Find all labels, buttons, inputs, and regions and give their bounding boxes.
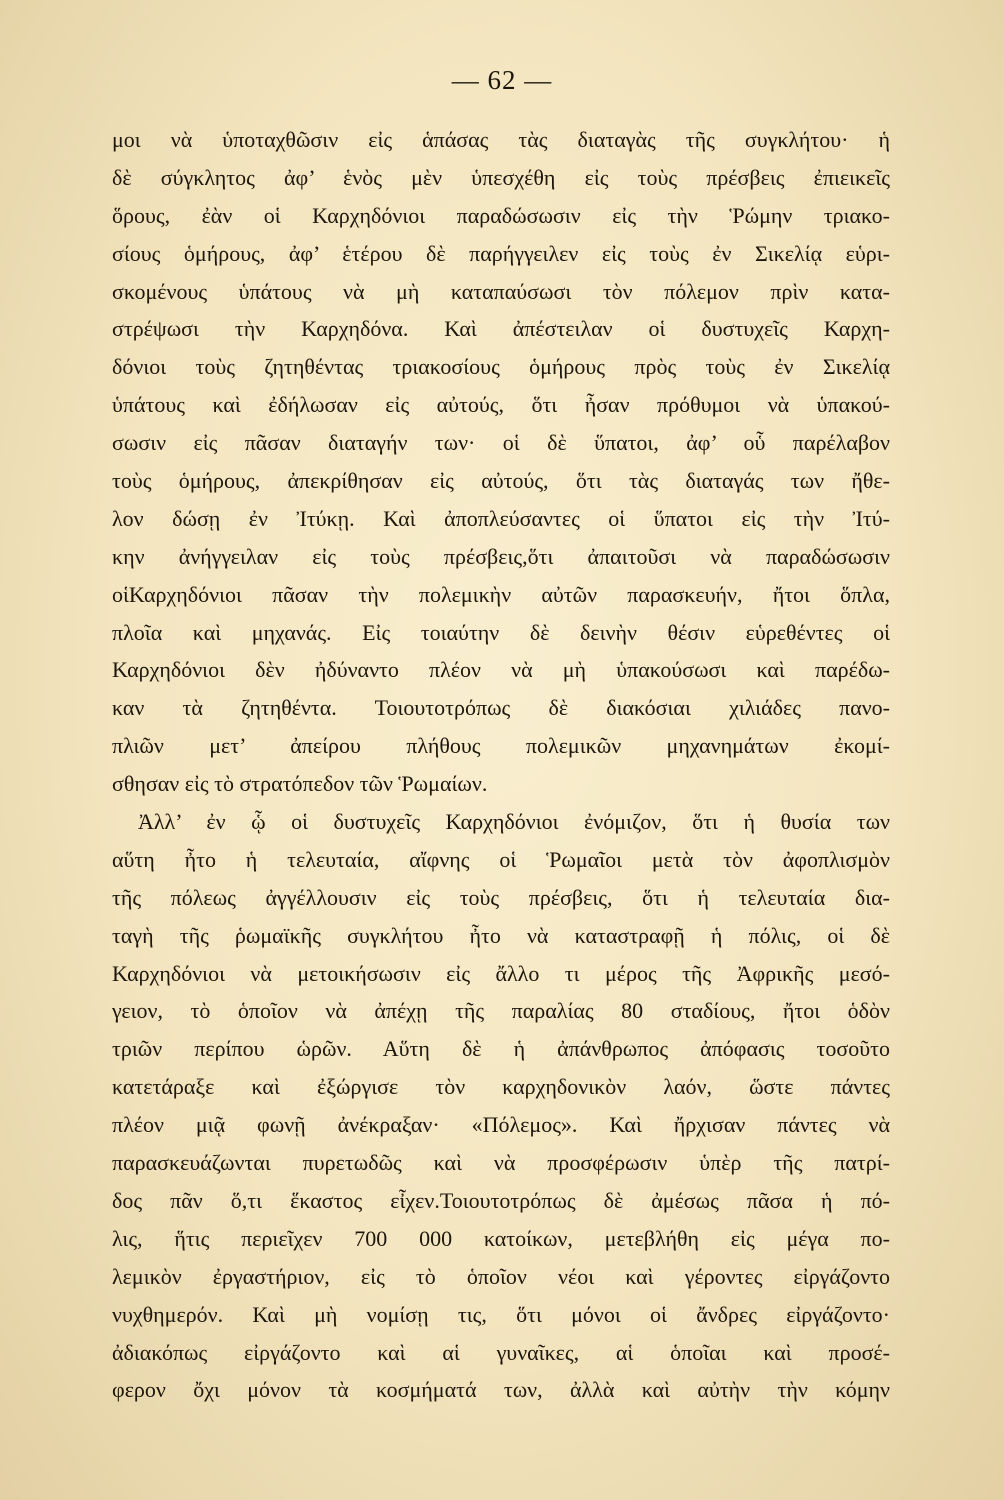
text-line: ταγὴ τῆς ῥωμαϊκῆς συγκλήτου ἦτο νὰ καταστραφῇ ἡ πόλις, οἱ δὲ [112,922,890,948]
text-line: δόνιοι τοὺς ζητηθέντας τριακοσίους ὁμήρους πρὸς τοὺς ἐν Σικελίᾳ [112,354,890,380]
text-line: πλιῶν μετ’ ἀπείρου πλήθους πολεμικῶν μηχανημάτων ἐκομί- [112,733,890,759]
paragraph-start-line: Ἀλλ’ ἐν ᾧ οἱ δυστυχεῖς Καρχηδόνιοι ἐνόμιζον, ὅτι ἡ θυσία των [138,809,890,835]
text-line: αὕτη ἦτο ἡ τελευταία, αἴφνης οἱ Ῥωμαῖοι μετὰ τὸν ἀφοπλισμὸν [112,846,890,872]
text-line: Καρχηδόνιοι δὲν ἠδύναντο πλέον νὰ μὴ ὑπακούσωσι καὶ παρέδω- [112,657,890,683]
text-line: σίους ὁμήρους, ἀφ’ ἑτέρου δὲ παρήγγειλεν εἰς τοὺς ἐν Σικελίᾳ εὑρι- [112,240,890,266]
page-number: — 62 — [451,65,553,95]
text-line: τριῶν περίπου ὡρῶν. Αὕτη δὲ ἡ ἀπάνθρωπος ἀπόφασις τοσοῦτο [112,1036,890,1062]
text-line: λις, ἥτις περιεῖχεν 700 000 κατοίκων, μετεβλήθη εἰς μέγα πο- [112,1225,890,1251]
text-line: ὅρους, ἐὰν οἱ Καρχηδόνιοι παραδώσωσιν εἰς τὴν Ῥώμην τριακο- [112,202,890,228]
text-line: Καρχηδόνιοι νὰ μετοικήσωσιν εἰς ἄλλο τι μέρος τῆς Ἀφρικῆς μεσό- [112,960,890,986]
text-line: σκομένους ὑπάτους νὰ μὴ καταπαύσωσι τὸν πόλεμον πρὶν κατα- [112,278,890,304]
body-text [112,121,890,1409]
text-line: παρασκευάζωνται πυρετωδῶς καὶ νὰ προσφέρωσιν ὑπὲρ τῆς πατρί- [112,1150,890,1176]
text-line: μοι νὰ ὑποταχθῶσιν εἰς ἁπάσας τὰς διαταγὰς τῆς συγκλήτου· ἡ [112,127,890,152]
text-line: σωσιν εἰς πᾶσαν διαταγήν των· οἱ δὲ ὕπατοι, ἀφ’ οὗ παρέλαβον [112,430,890,456]
text-line: νυχθημερόν. Καὶ μὴ νομίσῃ τις, ὅτι μόνοι οἱ ἄνδρες εἰργάζοντο· [112,1301,890,1327]
text-line: κην ἀνήγγειλαν εἰς τοὺς πρέσβεις,ὅτι ἀπαιτοῦσι νὰ παραδώσωσιν [112,543,890,569]
text-line: δος πᾶν ὅ,τι ἕκαστος εἶχεν.Τοιουτοτρόπως δὲ ἀμέσως πᾶσα ἡ πό- [112,1187,890,1213]
text-line: γειον, τὸ ὁποῖον νὰ ἀπέχῃ τῆς παραλίας 80 σταδίους, ἤτοι ὁδὸν [112,998,890,1024]
text-line: κατετάραξε καὶ ἐξώργισε τὸν καρχηδονικὸν λαόν, ὥστε πάντες [112,1074,890,1100]
text-line: οἱΚαρχηδόνιοι πᾶσαν τὴν πολεμικὴν αὐτῶν παρασκευήν, ἤτοι ὅπλα, [112,581,890,607]
paragraph-end-line: σθησαν εἰς τὸ στρατόπεδον τῶν Ῥωμαίων. [112,771,488,797]
text-line: ὑπάτους καὶ ἐδήλωσαν εἰς αὐτούς, ὅτι ἦσαν πρόθυμοι νὰ ὑπακού- [112,392,890,418]
text-line: πλέον μιᾷ φωνῇ ἀνέκραξαν· «Πόλεμος». Καὶ ἤρχισαν πάντες νὰ [112,1112,890,1138]
text-line: στρέψωσι τὴν Καρχηδόνα. Καὶ ἀπέστειλαν οἱ δυστυχεῖς Καρχη- [112,316,890,342]
text-line: τῆς πόλεως ἀγγέλλουσιν εἰς τοὺς πρέσβεις, ὅτι ἡ τελευταία δια- [112,884,890,910]
text-line: λον δώσῃ ἐν Ἰτύκῃ. Καὶ ἀποπλεύσαντες οἱ ὕπατοι εἰς τὴν Ἰτύ- [112,505,890,531]
text-line: καν τὰ ζητηθέντα. Τοιουτοτρόπως δὲ διακόσιαι χιλιάδες πανο- [112,695,890,721]
text-line: φερον ὄχι μόνον τὰ κοσμήματά των, ἀλλὰ καὶ αὐτὴν τὴν κόμην [112,1377,890,1403]
text-line: ἀδιακόπως εἰργάζοντο καὶ αἱ γυναῖκες, αἱ ὁποῖαι καὶ προσέ- [112,1339,890,1365]
text-line: πλοῖα καὶ μηχανάς. Εἰς τοιαύτην δὲ δεινὴν θέσιν εὑρεθέντες οἱ [112,619,890,645]
text-line: λεμικὸν ἐργαστήριον, εἰς τὸ ὁποῖον νέοι καὶ γέροντες εἰργάζοντο [112,1263,890,1289]
text-line: δὲ σύγκλητος ἀφ’ ἑνὸς μὲν ὑπεσχέθη εἰς τοὺς πρέσβεις ἐπιεικεῖς [112,164,890,190]
text-line: τοὺς ὁμήρους, ἀπεκρίθησαν εἰς αὐτούς, ὅτι τὰς διαταγάς των ἤθε- [112,468,890,494]
